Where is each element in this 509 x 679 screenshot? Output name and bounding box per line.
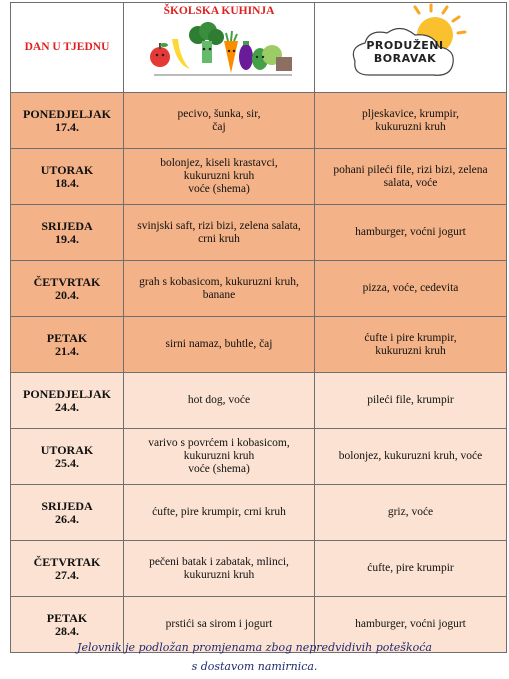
day-name: PONEDJELJAK <box>22 386 111 401</box>
menu-row <box>11 541 507 597</box>
boravak-meal-cell-line: kukuruzni kruh <box>375 120 446 133</box>
boravak-meal-cell <box>315 205 507 261</box>
school-meal-cell-line: kukuruzni kruh <box>183 568 255 581</box>
school-meal-cell-line: pečeni batak i zabatak, mlinci, <box>149 555 289 568</box>
boravak-meal-cell-line: hamburger, voćni jogurt <box>355 618 466 630</box>
boravak-meal-cell <box>315 485 507 541</box>
menu-table <box>10 2 507 653</box>
day-column-title: DAN U TJEDNU <box>24 41 110 53</box>
day-date: 19.4. <box>55 231 79 246</box>
footer-note-line1: Jelovnik je podložan promjenama zbog nepredvidivih poteškoća <box>77 641 432 654</box>
school-meal-cell-line: varivo s povrćem i kobasicom, <box>148 437 290 449</box>
day-date: 28.4. <box>55 623 79 638</box>
boravak-meal-cell-line: hamburger, voćni jogurt <box>355 226 466 238</box>
header-school-cell <box>124 3 315 93</box>
day-date: 18.4. <box>55 175 79 190</box>
header-row <box>11 3 507 93</box>
school-meal-cell-line: kukuruzni kruh <box>183 170 255 182</box>
day-cell <box>11 429 124 485</box>
school-meal-cell-line: voće (shema) <box>188 463 250 475</box>
boravak-meal-cell <box>315 317 507 373</box>
boravak-meal-cell-line: griz, voće <box>387 506 434 518</box>
menu-row <box>11 93 507 149</box>
school-meal-cell-line: voće (shema) <box>188 183 250 195</box>
vegetables-illustration-icon <box>146 19 294 79</box>
day-name: UTORAK <box>40 442 94 457</box>
school-meal-cell <box>124 205 315 261</box>
boravak-meal-cell-line: pizza, voće, cedevita <box>362 282 459 294</box>
day-name: UTORAK <box>40 162 94 177</box>
day-name: SRIJEDA <box>41 218 93 233</box>
day-date: 25.4. <box>55 455 79 470</box>
boravak-meal-cell <box>315 149 507 205</box>
boravak-meal-cell-line: pljeskavice, krumpir, <box>362 107 459 120</box>
day-date: 21.4. <box>55 343 79 358</box>
day-date: 20.4. <box>55 287 79 302</box>
school-meal-cell <box>124 93 315 149</box>
boravak-meal-cell-line: ćufte i pire krumpir, <box>364 331 457 344</box>
menu-row <box>11 373 507 429</box>
school-meal-cell-line: hot dog, voće <box>187 394 251 406</box>
school-meal-cell-line: crni kruh <box>198 232 240 245</box>
school-meal-cell-line: prstići sa sirom i jogurt <box>165 618 273 630</box>
boravak-line2: BORAVAK <box>373 52 437 65</box>
day-cell <box>11 149 124 205</box>
menu-row <box>11 261 507 317</box>
footer-note-line2: s dostavom namirnica. <box>191 660 318 673</box>
boravak-meal-cell <box>315 541 507 597</box>
boravak-meal-cell-line: pileći file, krumpir <box>367 394 454 406</box>
menu-row <box>11 429 507 485</box>
menu-body <box>11 93 507 653</box>
day-name: ČETVRTAK <box>33 554 101 569</box>
school-meal-cell <box>124 429 315 485</box>
school-meal-cell-line: grah s kobasicom, kukuruzni kruh, <box>139 275 299 288</box>
boravak-line1: PRODUŽENI <box>366 39 444 52</box>
day-name: PONEDJELJAK <box>22 106 111 121</box>
day-cell <box>11 485 124 541</box>
boravak-meal-cell-line: ćufte, pire krumpir <box>367 562 454 574</box>
day-date: 26.4. <box>55 511 79 526</box>
menu-row <box>11 485 507 541</box>
school-meal-cell-line: ćufte, pire krumpir, crni kruh <box>152 506 286 518</box>
school-meal-cell-line: bolonjez, kiseli krastavci, <box>160 157 278 169</box>
school-meal-cell <box>124 485 315 541</box>
day-cell <box>11 205 124 261</box>
day-cell <box>11 261 124 317</box>
boravak-meal-cell-line: kukuruzni kruh <box>375 344 446 357</box>
school-meal-cell <box>124 373 315 429</box>
school-meal-cell <box>124 317 315 373</box>
school-meal-cell-line: sirni namaz, buhtle, čaj <box>165 338 273 350</box>
day-cell <box>11 93 124 149</box>
day-name: SRIJEDA <box>41 498 93 513</box>
boravak-meal-cell-line: salata, voće <box>383 176 438 189</box>
menu-row <box>11 205 507 261</box>
boravak-meal-cell-line: pohani pileći file, rizi bizi, zelena <box>333 163 488 176</box>
day-date: 17.4. <box>55 119 79 134</box>
day-name: PETAK <box>46 610 88 625</box>
day-cell <box>11 317 124 373</box>
boravak-meal-cell <box>315 261 507 317</box>
day-name: ČETVRTAK <box>33 274 101 289</box>
day-name: PETAK <box>46 330 88 345</box>
day-cell <box>11 373 124 429</box>
school-meal-cell <box>124 541 315 597</box>
school-meal-cell-line: kukuruzni kruh <box>183 450 255 462</box>
school-meal-cell-line: pecivo, šunka, sir, <box>177 107 261 120</box>
header-boravak-cell <box>315 3 507 93</box>
day-date: 24.4. <box>55 399 79 414</box>
school-meal-cell <box>124 149 315 205</box>
school-meal-cell-line: svinjski saft, rizi bizi, zelena salata, <box>137 219 301 232</box>
menu-row <box>11 149 507 205</box>
day-date: 27.4. <box>55 567 79 582</box>
school-meal-cell-line: čaj <box>212 120 226 133</box>
menu-row <box>11 317 507 373</box>
school-meal-cell-line: banane <box>202 288 236 301</box>
day-cell <box>11 541 124 597</box>
boravak-meal-cell <box>315 93 507 149</box>
boravak-meal-cell <box>315 429 507 485</box>
boravak-meal-cell <box>315 373 507 429</box>
boravak-logo-text <box>357 39 453 65</box>
boravak-meal-cell-line: bolonjez, kukuruzni kruh, voće <box>338 450 483 462</box>
header-day-cell <box>11 3 124 93</box>
school-kitchen-title: ŠKOLSKA KUHINJA <box>163 5 275 17</box>
school-meal-cell <box>124 261 315 317</box>
